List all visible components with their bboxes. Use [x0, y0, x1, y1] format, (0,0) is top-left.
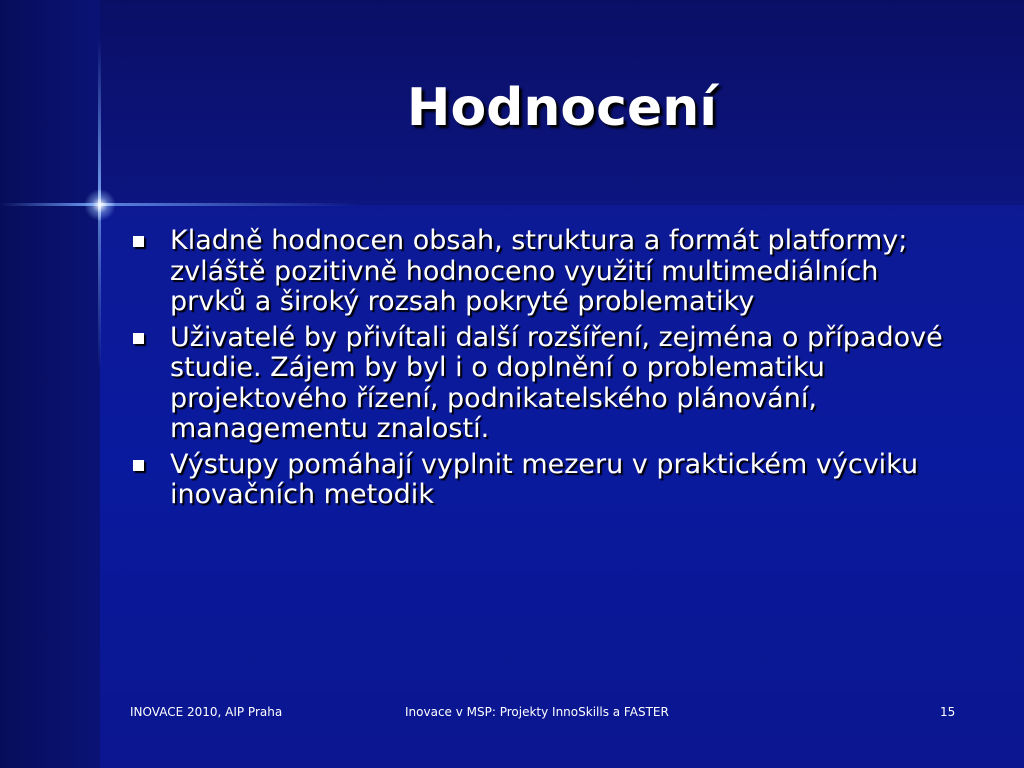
bullet-text: Výstupy pomáhají vyplnit mezeru v praktickém výcviku inovačních metodik: [170, 448, 919, 510]
footer-event: INOVACE 2010, AIP Praha: [130, 705, 283, 719]
left-decorative-band: [0, 0, 100, 768]
bullet-list: [128, 226, 958, 516]
footer-presentation-title: Inovace v MSP: Projekty InnoSkills a FASTER: [405, 705, 669, 719]
bullet-text: Kladně hodnocen obsah, struktura a formát platformy; zvláště pozitivně hodnoceno využití multimediálních prvků a široký rozsah pokryté problematiky: [170, 225, 908, 317]
slide-title: Hodnocení: [406, 78, 718, 138]
bullet-text: Uživatelé by přivítali další rozšíření, zejména o případové studie. Zájem by byl i o doplnění o problematiku projektového řízení, podnikatelského plánování, managementu znalostí.: [170, 321, 943, 444]
sparkle-star-icon: [84, 189, 116, 221]
square-bullet-icon: [133, 333, 144, 344]
bullet-item: [128, 450, 958, 511]
sparkle-horizontal-line: [0, 203, 360, 206]
bullet-item: [128, 226, 958, 318]
bullet-item: [128, 323, 958, 445]
square-bullet-icon: [133, 460, 144, 471]
square-bullet-icon: [133, 236, 144, 247]
slide-number: 15: [940, 705, 956, 719]
